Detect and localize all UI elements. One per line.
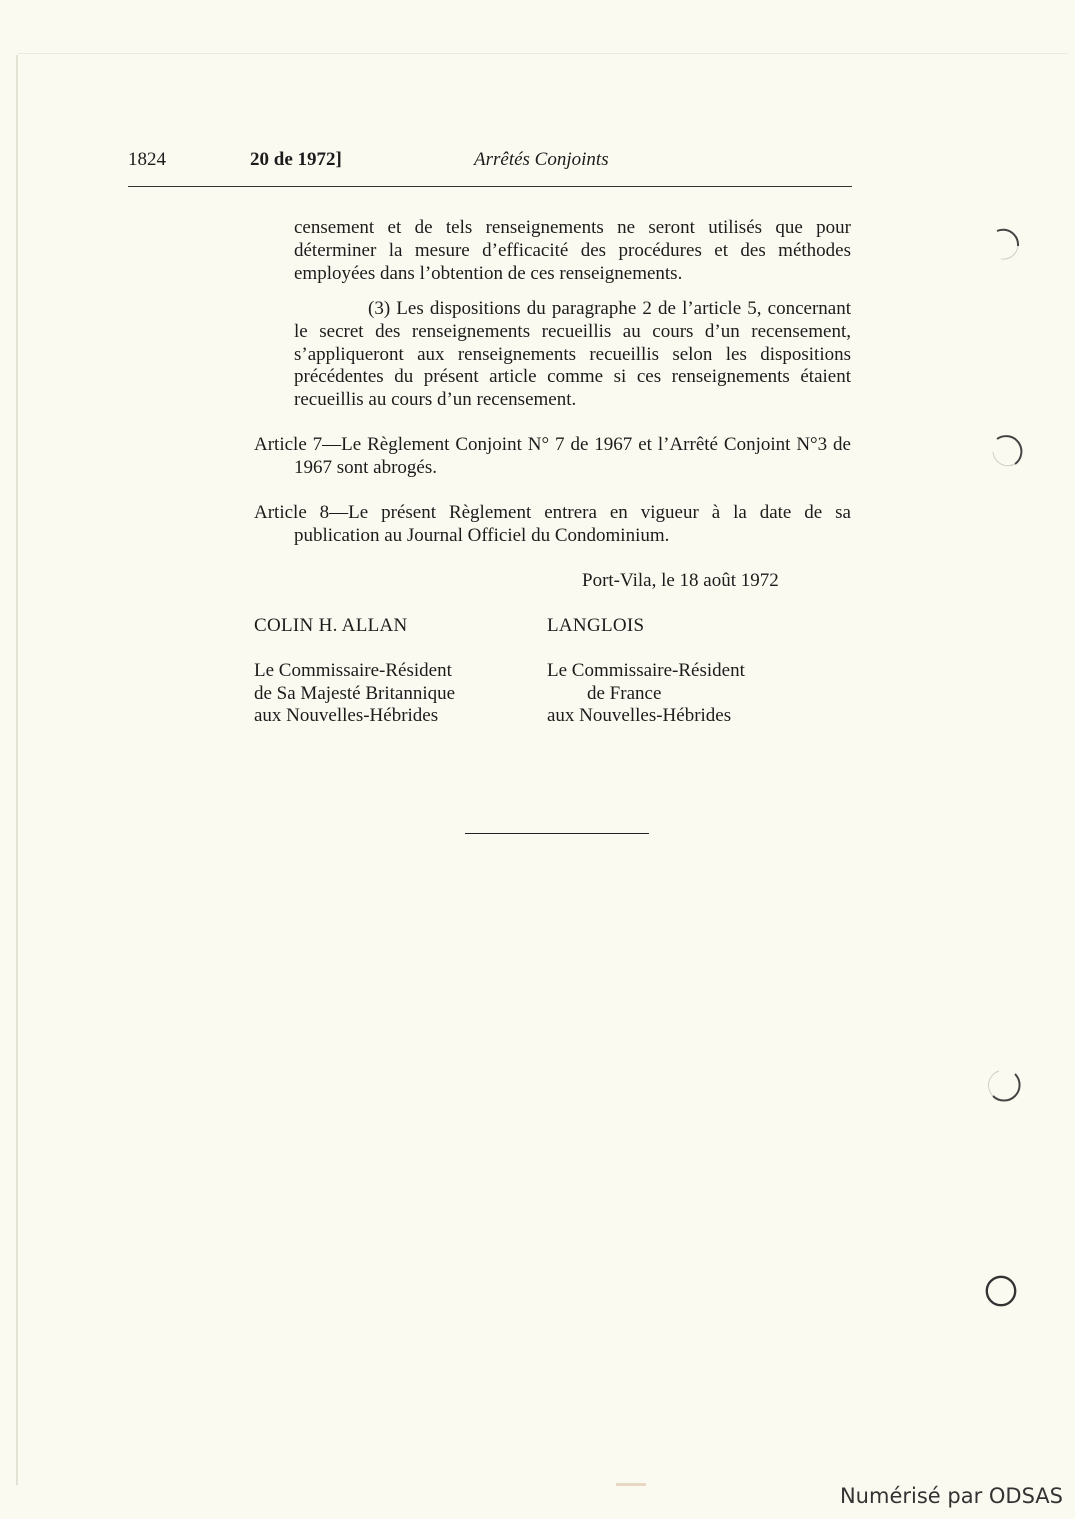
regulation-reference: 20 de 1972] [250,149,342,170]
scan-mark [616,1483,646,1486]
digitization-credit: Numérisé par ODSAS [839,1484,1063,1508]
header-title: Arrêtés Conjoints [474,149,609,170]
punch-hole-icon [987,226,1023,264]
title-line: de France [587,682,662,704]
signatory-left-name: COLIN H. ALLAN [254,615,408,636]
title-line: de Sa Majesté Britannique [254,682,456,704]
running-header [128,149,852,175]
title-line: Le Commissaire-Résident [547,660,745,681]
place-date: Port-Vila, le 18 août 1972 [582,570,779,591]
continuation-paragraph: censement et de tels renseignements ne seront utilisés que pour déterminer la mesure d’efficacité des procédures et des méthodes employées dans l’obtention de ces renseignements. [294,217,851,284]
page-edge [16,55,18,1485]
punch-hole-icon [985,1066,1021,1104]
title-line: aux Nouvelles-Hébrides [254,705,439,726]
title-line: Le Commissaire-Résident [254,660,452,681]
punch-hole-icon [987,434,1023,472]
title-line: aux Nouvelles-Hébrides [547,705,732,726]
paragraph-3: (3) Les dispositions du paragraphe 2 de l’article 5, concernant le secret des renseignements recueillis au cours d’un recensement, s’appliqueront aux renseignements recueillis selon les dispositions précédentes du présent article comme si ces renseignements étaient recueillis au cours d’un recensement. [294,298,851,411]
punch-hole-icon [983,1272,1019,1310]
article-8: Article 8—Le présent Règlement entrera en vigueur à la date de sa publication au Journal Officiel du Condominium. [254,502,851,546]
header-rule [128,186,852,187]
end-rule [465,833,649,834]
signatory-right-name: LANGLOIS [547,615,645,636]
page-edge-top [18,53,1068,54]
signatory-right-title [547,660,745,728]
signatory-left-title [254,660,455,728]
page-number: 1824 [128,149,166,170]
article-7: Article 7—Le Règlement Conjoint N° 7 de 1967 et l’Arrêté Conjoint N°3 de 1967 sont abrogés. [254,434,851,478]
